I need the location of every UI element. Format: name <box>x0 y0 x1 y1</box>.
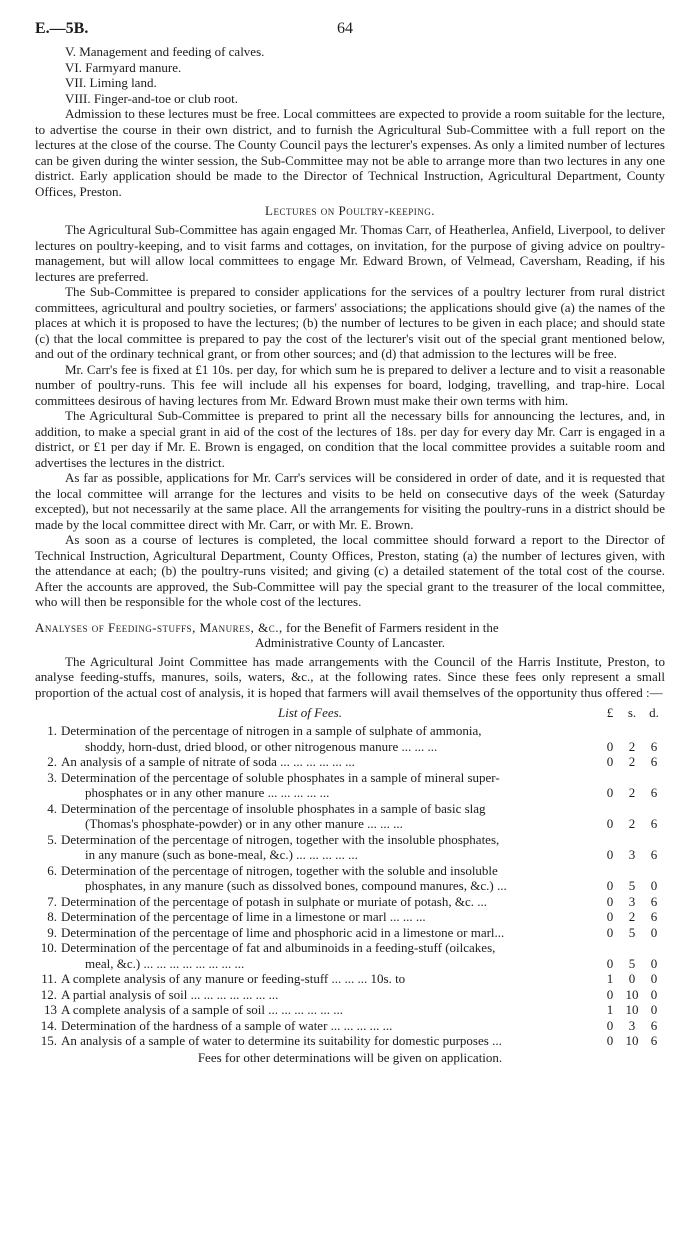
fee-description <box>61 909 599 925</box>
joint-committee-paragraph: The Agricultural Joint Committee has made arrangements with the Council of the Harris Institute, Preston, to analyse feeding-stuffs, manures, soils, waters, &c., at the following rates. Since these fees only represent a small proportion of the actual cost of analysis, it is hoped that farmers will avail themselves of the opportunity thus offered :— <box>35 653 665 700</box>
fee-number: 13 <box>44 1002 57 1017</box>
fee-shillings: 10 <box>625 986 639 1002</box>
fee-pounds: 0 <box>606 878 614 893</box>
fee-amount <box>599 925 665 941</box>
fee-number: 10. <box>40 940 57 955</box>
fee-amount <box>599 971 665 987</box>
fee-row <box>35 1033 665 1049</box>
fee-shillings: 2 <box>628 816 636 831</box>
fee-pence: 6 <box>650 738 658 754</box>
fees-header <box>35 705 665 723</box>
fee-description-line: An analysis of a sample of nitrate of soda ... ... ... ... ... ... <box>61 754 355 769</box>
fee-number: 5. <box>47 831 57 847</box>
fee-number: 1. <box>47 723 57 738</box>
fee-number: 14. <box>40 1017 57 1033</box>
fee-description <box>61 987 599 1003</box>
fee-row <box>35 925 665 941</box>
fees-column-headers <box>599 705 665 721</box>
fee-description <box>61 832 599 863</box>
fee-pence: 0 <box>650 971 658 986</box>
fee-shillings: 5 <box>628 955 636 971</box>
fee-shillings: 3 <box>628 847 636 862</box>
fee-description <box>61 1018 599 1034</box>
fee-pounds: 0 <box>606 816 614 831</box>
fee-number: 3. <box>47 769 57 785</box>
fee-pounds: 0 <box>606 893 614 909</box>
poultry-paragraph: The Sub-Committee is prepared to consider applications for the services of a poultry lecturer from rural district committees, agricultural and poultry societies, or farmers' associations; the applications should give (a) the names of the places at which it is proposed to have the lectures; (b) the number of lectures to be given in each place; and should state (c) that the local committee is prepared to pay the cost of the lecturer's visit out of the special grant mentioned below, and out of the ordinary technical grant, or from other sources; and (d) that admission to the lectures will be free. <box>35 284 665 361</box>
fee-pounds: 0 <box>606 1017 614 1033</box>
fee-amount <box>599 940 665 971</box>
fee-description-continuation: meal, &c.) ... ... ... ... ... ... ... ... <box>85 955 245 971</box>
list-item: VIII. Finger-and-toe or club root. <box>65 90 239 106</box>
fee-amount <box>599 909 665 925</box>
fees-title: List of Fees. <box>278 705 342 720</box>
fee-pence: 0 <box>650 924 658 940</box>
fee-row <box>35 754 665 770</box>
fee-description-continuation: shoddy, horn-dust, dried blood, or other nitrogenous manure ... ... ... <box>85 738 438 754</box>
fee-pence: 6 <box>650 1017 658 1033</box>
fee-description <box>61 801 599 832</box>
fee-amount <box>599 1002 665 1018</box>
fee-amount <box>599 863 665 894</box>
fee-row <box>35 863 665 894</box>
fee-number: 8. <box>47 909 57 924</box>
fee-amount <box>599 894 665 910</box>
analyses-title-lead: Analyses of Feeding-stuffs, Manures, &c., <box>35 619 283 635</box>
fee-amount <box>599 832 665 863</box>
fee-pounds: 0 <box>606 738 614 754</box>
list-item: V. Management and feeding of calves. <box>65 44 265 59</box>
fee-pence: 6 <box>650 785 658 800</box>
fee-shillings: 2 <box>628 909 636 924</box>
fee-row <box>35 770 665 801</box>
fee-description <box>61 971 599 987</box>
fee-description <box>61 925 599 941</box>
poultry-paragraph: The Agricultural Sub-Committee is prepared to print all the necessary bills for announcing the lectures, and, in addition, to make a special grant in aid of the cost of the lectures of 18s. per day for every day Mr. Carr is engaged in a district, or £1 per day if Mr. E. Brown is engaged, on condition that the local committee provides a suitable room and advertises the lectures in the district. <box>35 408 665 470</box>
fee-shillings: 0 <box>628 971 636 986</box>
fee-row <box>35 723 665 754</box>
fee-description-continuation: in any manure (such as bone-meal, &c.) ... ... ... ... ... <box>85 847 358 862</box>
fee-shillings: 2 <box>628 754 636 769</box>
fee-number: 7. <box>47 893 57 909</box>
poultry-paragraph: Mr. Carr's fee is fixed at £1 10s. per day, for which sum he is prepared to deliver a lecture and to visit a reasonable number of poultry-runs. This fee will include all his expenses for board, lodging, travelling, and trap-hire. Local committees desirous of having lectures from Mr. Edward Brown must make their own terms with him. <box>35 361 665 408</box>
fee-description <box>61 723 599 754</box>
fee-shillings: 3 <box>628 1017 636 1033</box>
fee-row <box>35 832 665 863</box>
fee-amount <box>599 770 665 801</box>
fee-description-line: Determination of the percentage of potash in sulphate or muriate of potash, &c. ... <box>61 893 487 909</box>
poultry-section-title: Lectures on Poultry-keeping. <box>265 203 435 218</box>
fee-pence: 6 <box>650 816 658 831</box>
fee-pence: 0 <box>650 1002 658 1017</box>
fee-number: 6. <box>47 862 57 878</box>
fee-description <box>61 1033 599 1049</box>
fee-description-line: An analysis of a sample of water to determine its suitability for domestic purposes ... <box>61 1033 502 1048</box>
poultry-paragraph: As far as possible, applications for Mr. Carr's services will be considered in order of date, and it is requested that the local committee will arrange for the lectures and visits to be held on consecutive days of the week (Saturday excepted), but not necessarily at the same place. All the arrangements for visiting the poultry-runs in a district should be made by the local committee direct with Mr. Carr, or with Mr. E. Brown. <box>35 470 665 532</box>
fee-number: 9. <box>47 924 57 940</box>
document-page <box>35 20 665 1065</box>
fee-pounds: 0 <box>606 1033 614 1048</box>
fee-number: 4. <box>47 800 57 816</box>
fee-description-line: Determination of the percentage of nitrogen in a sample of sulphate of ammonia, <box>61 723 482 738</box>
fee-row <box>35 909 665 925</box>
fee-shillings: 5 <box>628 924 636 940</box>
fee-pounds: 1 <box>606 971 614 986</box>
fee-row <box>35 971 665 987</box>
admission-paragraph: Admission to these lectures must be free. Local committees are expected to provide a room suitable for the lecture, to advertise the course in their own district, and to furnish the Agricultural Sub-Committee with a full report on the lectures at the close of the course. The County Council pays the lecturer's expenses. As only a limited number of lectures can be given during the winter session, the Sub-Committee may not be able to arrange more than two lectures in any one district. Early application should be made to the Director of Technical Instruction, Agricultural Department, County Offices, Preston. <box>35 106 665 199</box>
fee-description-line: Determination of the percentage of insoluble phosphates in a sample of basic slag <box>61 800 486 816</box>
fee-number: 11. <box>41 971 57 986</box>
fee-amount <box>599 1033 665 1049</box>
analyses-title-rest: for the Benefit of Farmers resident in the <box>286 619 499 635</box>
fee-pounds: 0 <box>606 986 614 1002</box>
fee-description-line: Determination of the hardness of a sample of water ... ... ... ... ... <box>61 1017 393 1033</box>
col-pounds: £ <box>606 705 614 720</box>
fee-description-line: Determination of the percentage of lime and phosphoric acid in a limestone or marl... <box>61 924 505 940</box>
fee-amount <box>599 987 665 1003</box>
fee-pounds: 0 <box>606 909 614 924</box>
fee-number: 15. <box>40 1033 57 1048</box>
fee-pence: 6 <box>650 1033 658 1048</box>
fee-description <box>61 940 599 971</box>
fee-pence: 6 <box>650 847 658 862</box>
fee-description-line: Determination of the percentage of nitrogen, together with the soluble and insoluble <box>61 862 498 878</box>
fee-amount <box>599 801 665 832</box>
fee-description-continuation: phosphates or in any other manure ... ... ... ... ... <box>85 785 330 800</box>
page-header <box>35 20 665 44</box>
fee-description-continuation: phosphates, in any manure (such as dissolved bones, compound manures, &c.) ... <box>85 878 507 893</box>
page-number: 64 <box>337 20 353 37</box>
analyses-title-line2: Administrative County of Lancaster. <box>255 635 445 650</box>
fee-row <box>35 1002 665 1018</box>
fee-description <box>61 754 599 770</box>
col-shillings: s. <box>627 705 637 720</box>
fee-description <box>61 1002 599 1018</box>
fee-number: 2. <box>47 754 57 769</box>
fee-pounds: 1 <box>606 1002 614 1017</box>
fee-description-line: Determination of the percentage of lime in a limestone or marl ... ... ... <box>61 909 426 924</box>
fee-pence: 6 <box>650 909 658 924</box>
fee-shillings: 5 <box>628 878 636 893</box>
fee-description-line: A partial analysis of soil ... ... ... ... ... ... ... <box>61 986 279 1002</box>
fee-description <box>61 770 599 801</box>
fee-pounds: 0 <box>606 924 614 940</box>
fees-footer-note: Fees for other determinations will be given on application. <box>197 1049 503 1065</box>
fee-pounds: 0 <box>606 847 614 862</box>
fees-list <box>35 723 665 1049</box>
fee-amount <box>599 723 665 754</box>
fee-pounds: 0 <box>606 754 614 769</box>
fee-description-line: A complete analysis of a sample of soil ... ... ... ... ... ... <box>61 1002 343 1017</box>
fee-description-line: Determination of the percentage of nitrogen, together with the insoluble phosphates, <box>61 831 500 847</box>
fee-amount <box>599 754 665 770</box>
fee-pounds: 0 <box>606 785 614 800</box>
fee-description <box>61 863 599 894</box>
fee-pence: 6 <box>650 893 658 909</box>
fee-pence: 6 <box>650 754 658 769</box>
fee-row <box>35 940 665 971</box>
fee-shillings: 3 <box>628 893 636 909</box>
poultry-paragraph: As soon as a course of lectures is completed, the local committee should forward a report to the Director of Technical Instruction, Agricultural Department, County Offices, Preston, stating (a) the number of lectures given, with the attendance at each; (b) the poultry-runs visited; and giving (c) a detailed statement of the total cost of the course. After the accounts are approved, the Sub-Committee will pay the special grant to the treasurer of the local committee, who will then be responsible for the whole cost of the lectures. <box>35 532 665 609</box>
fee-pence: 0 <box>650 955 658 971</box>
fee-description-continuation: (Thomas's phosphate-powder) or in any other manure ... ... ... <box>85 816 403 831</box>
fee-row <box>35 894 665 910</box>
list-item: VI. Farmyard manure. <box>65 59 182 75</box>
fee-number: 12. <box>40 986 57 1002</box>
fee-row <box>35 1018 665 1034</box>
fee-description-line: Determination of the percentage of soluble phosphates in a sample of mineral super- <box>61 769 500 785</box>
document-code: E.—5B. <box>35 20 89 37</box>
fee-description-line: A complete analysis of any manure or feeding-stuff ... ... ... 10s. to <box>61 971 406 986</box>
fee-amount <box>599 1018 665 1034</box>
fee-shillings: 10 <box>625 1033 639 1048</box>
fee-pence: 0 <box>650 986 658 1002</box>
list-item: VII. Liming land. <box>65 75 157 90</box>
fee-description <box>61 894 599 910</box>
fee-shillings: 10 <box>625 1002 639 1017</box>
fee-shillings: 2 <box>628 738 636 754</box>
fee-row <box>35 987 665 1003</box>
poultry-paragraph: The Agricultural Sub-Committee has again engaged Mr. Thomas Carr, of Heatherlea, Anfield, Liverpool, to deliver lectures on poultry-keeping, and to visit farms and cottages, on invitation, for the purpose of giving advice on poultry-management, but will allow local committees to engage Mr. Edward Brown, of Velmead, Caversham, Reading, if his lectures are preferred. <box>35 222 665 284</box>
fee-description-line: Determination of the percentage of fat and albuminoids in a feeding-stuff (oilcakes, <box>61 940 496 955</box>
analyses-section-title <box>35 620 665 651</box>
fee-pence: 0 <box>650 878 658 893</box>
fee-pounds: 0 <box>606 955 614 971</box>
fee-shillings: 2 <box>628 785 636 800</box>
col-pence: d. <box>649 705 659 720</box>
fee-row <box>35 801 665 832</box>
